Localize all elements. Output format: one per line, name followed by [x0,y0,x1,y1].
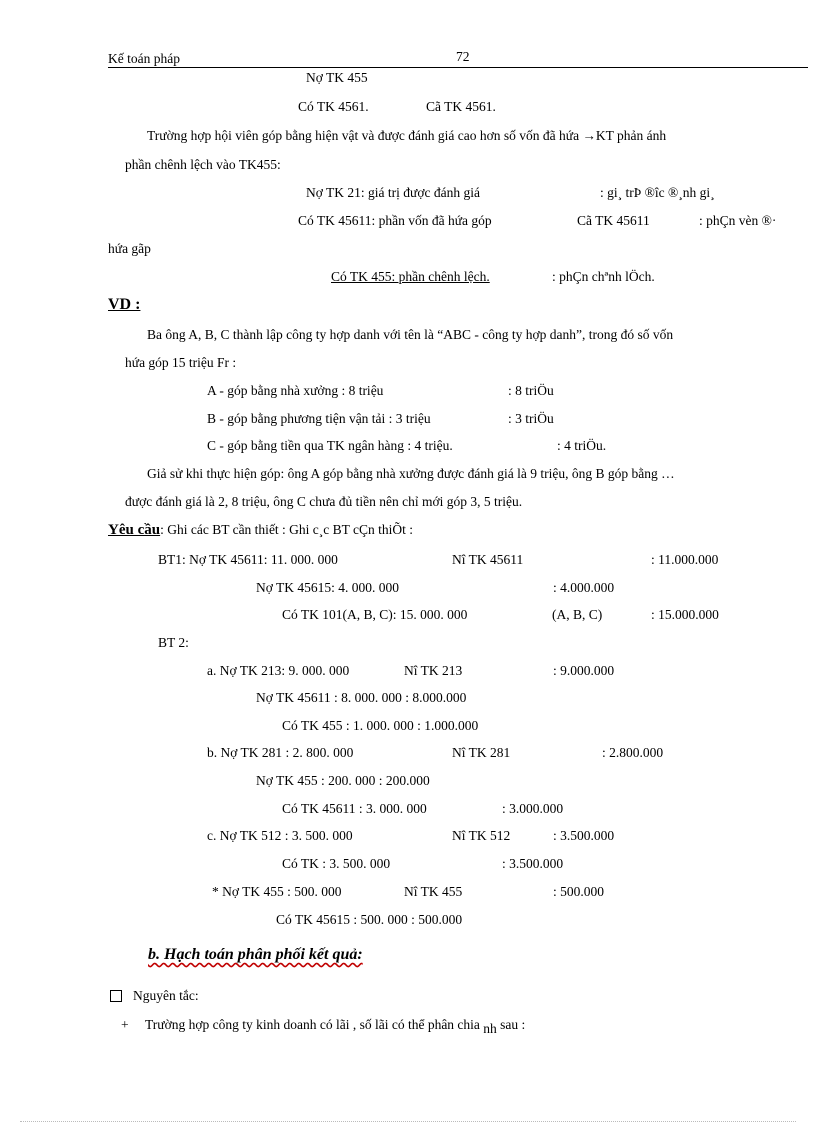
list-item: C - góp bằng tiền qua TK ngân hàng : 4 triệu. [207,438,453,453]
journal-entry: BT1: Nợ TK 45611: 11. 000. 000 [158,552,338,567]
journal-amount: : 4.000.000 [553,580,615,595]
last-line-text: Trường hợp công ty kinh doanh có lãi , số lãi có thể phân chia [145,1017,480,1032]
journal-entry-garbled: Nî TK 45611 [452,552,524,567]
journal-entry: a. Nợ TK 213: 9. 000. 000 [207,663,350,678]
entry-line-garbled: : phÇn vèn ®· [699,213,777,228]
requirement-text: : Ghi các BT cần thiết : Ghi c¸c BT cÇn thiÕt : [160,522,414,537]
paragraph-line: phần chênh lệch vào TK455: [125,157,281,172]
last-line-end: sau : [500,1017,526,1032]
journal-entry: Có TK 45611 : 3. 000. 000 [282,801,427,816]
header-title: Kế toán pháp [108,51,180,66]
journal-amount: : 11.000.000 [651,552,719,567]
principle-label: Nguyên tắc: [133,988,199,1003]
journal-entry: Nợ TK 455 : 200. 000 : 200.000 [256,773,430,788]
requirement-line [108,522,413,538]
list-item-garbled: : 4 triÖu. [557,438,607,453]
entry-line-garbled: Cã TK 45611 [577,213,650,228]
paragraph-line: Trường hợp hội viên góp bằng hiện vật và được đánh giá cao hơn số vốn đã hứa →KT phản ánh [147,128,667,143]
journal-amount: : 500.000 [553,884,605,899]
journal-entry: Có TK 45615 : 500. 000 : 500.000 [276,912,463,927]
requirement-label: Yêu cầu [108,522,161,538]
journal-amount: : 3.500.000 [553,828,615,843]
entry-line: Có TK 4561. [298,99,369,114]
journal-amount: : 2.800.000 [602,745,664,760]
example-heading: VD : [108,296,141,313]
entry-line: Có TK 45611: phần vốn đã hứa góp [298,213,492,228]
journal-entry-garbled: Nî TK 512 [452,828,511,843]
section-heading: b. Hạch toán phân phối kết quả: [148,946,363,963]
footer-dotted-line [20,1121,796,1122]
list-item-garbled: : 8 triÖu [508,383,554,398]
entry-line-garbled: Cã TK 4561. [426,99,496,114]
paragraph-line [145,1017,526,1036]
entry-line: Có TK 455: phần chênh lệch. [331,269,490,284]
paragraph-line: được đánh giá là 2, 8 triệu, ông C chưa đủ tiền nên chỉ mới góp 3, 5 triệu. [125,494,523,509]
journal-entry: c. Nợ TK 512 : 3. 500. 000 [207,828,353,843]
journal-entry-garbled: Nî TK 281 [452,745,511,760]
journal-entry-garbled: Nî TK 213 [404,663,463,678]
journal-entry-garbled: Nî TK 455 [404,884,463,899]
journal-amount: : 9.000.000 [553,663,615,678]
header-rule [108,67,808,68]
entry-line: Nợ TK 455 [306,70,368,85]
paragraph-line: Ba ông A, B, C thành lập công ty hợp danh với tên là “ABC - công ty hợp danh”, trong đó số vốn [147,327,674,342]
paragraph-line: hứa góp 15 triệu Fr : [125,355,237,370]
journal-entry: (A, B, C) [552,607,603,622]
journal-entry: Nợ TK 45615: 4. 000. 000 [256,580,400,595]
last-line-nh: nh [483,1021,497,1036]
page-number: 72 [456,49,470,64]
entry-line-garbled: : gi¸ trÞ ®îc ®¸nh gi¸ [600,185,715,200]
list-item-garbled: : 3 triÖu [508,411,554,426]
entry-line: hứa gãp [108,241,151,256]
entry-line-garbled: : phÇn chªnh lÖch. [552,269,655,284]
journal-entry: Có TK : 3. 500. 000 [282,856,391,871]
journal-entry: b. Nợ TK 281 : 2. 800. 000 [207,745,354,760]
journal-amount: : 3.000.000 [502,801,564,816]
journal-entry: * Nợ TK 455 : 500. 000 [212,884,342,899]
entry-line: Nợ TK 21: giá trị được đánh giá [306,185,480,200]
journal-entry: Có TK 101(A, B, C): 15. 000. 000 [282,607,468,622]
journal-entry: Có TK 455 : 1. 000. 000 : 1.000.000 [282,718,479,733]
journal-entry: Nợ TK 45611 : 8. 000. 000 : 8.000.000 [256,690,467,705]
journal-amount: : 15.000.000 [651,607,719,622]
paragraph-line: Giả sử khi thực hiện góp: ông A góp bằng nhà xưởng được đánh giá là 9 triệu, ông B góp bằng … [147,466,675,481]
plus-bullet: + [121,1017,129,1032]
journal-heading: BT 2: [158,635,189,650]
checkbox-bullet-icon [110,990,122,1002]
list-item: B - góp bằng phương tiện vận tải : 3 triệu [207,411,431,426]
list-item: A - góp bằng nhà xưởng : 8 triệu [207,383,384,398]
journal-amount: : 3.500.000 [502,856,564,871]
